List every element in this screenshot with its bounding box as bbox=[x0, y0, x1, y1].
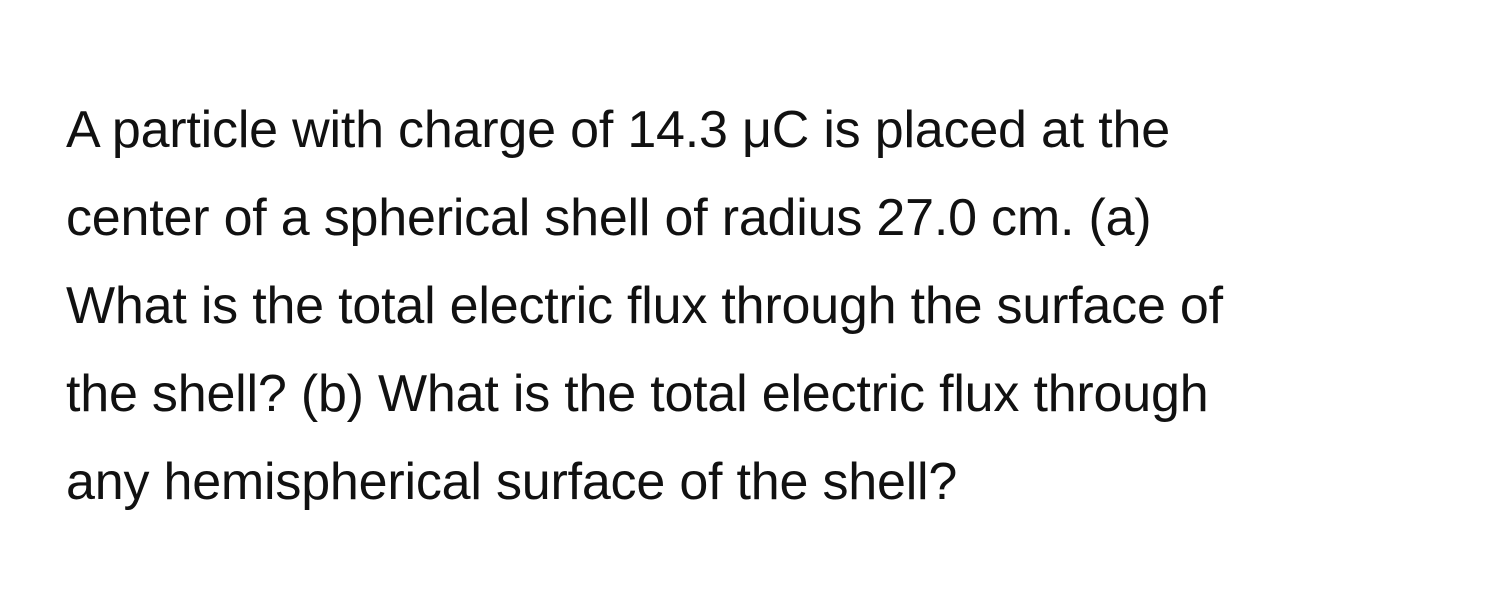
problem-line-3: What is the total electric flux through the surface of bbox=[66, 277, 1223, 335]
problem-line-1: A particle with charge of 14.3 μC is placed at the bbox=[66, 101, 1170, 159]
problem-text bbox=[66, 86, 1446, 526]
problem-line-2: center of a spherical shell of radius 27.0 cm. (a) bbox=[66, 189, 1152, 247]
problem-line-5: any hemispherical surface of the shell? bbox=[66, 453, 958, 511]
problem-line-4: the shell? (b) What is the total electric flux through bbox=[66, 365, 1209, 423]
